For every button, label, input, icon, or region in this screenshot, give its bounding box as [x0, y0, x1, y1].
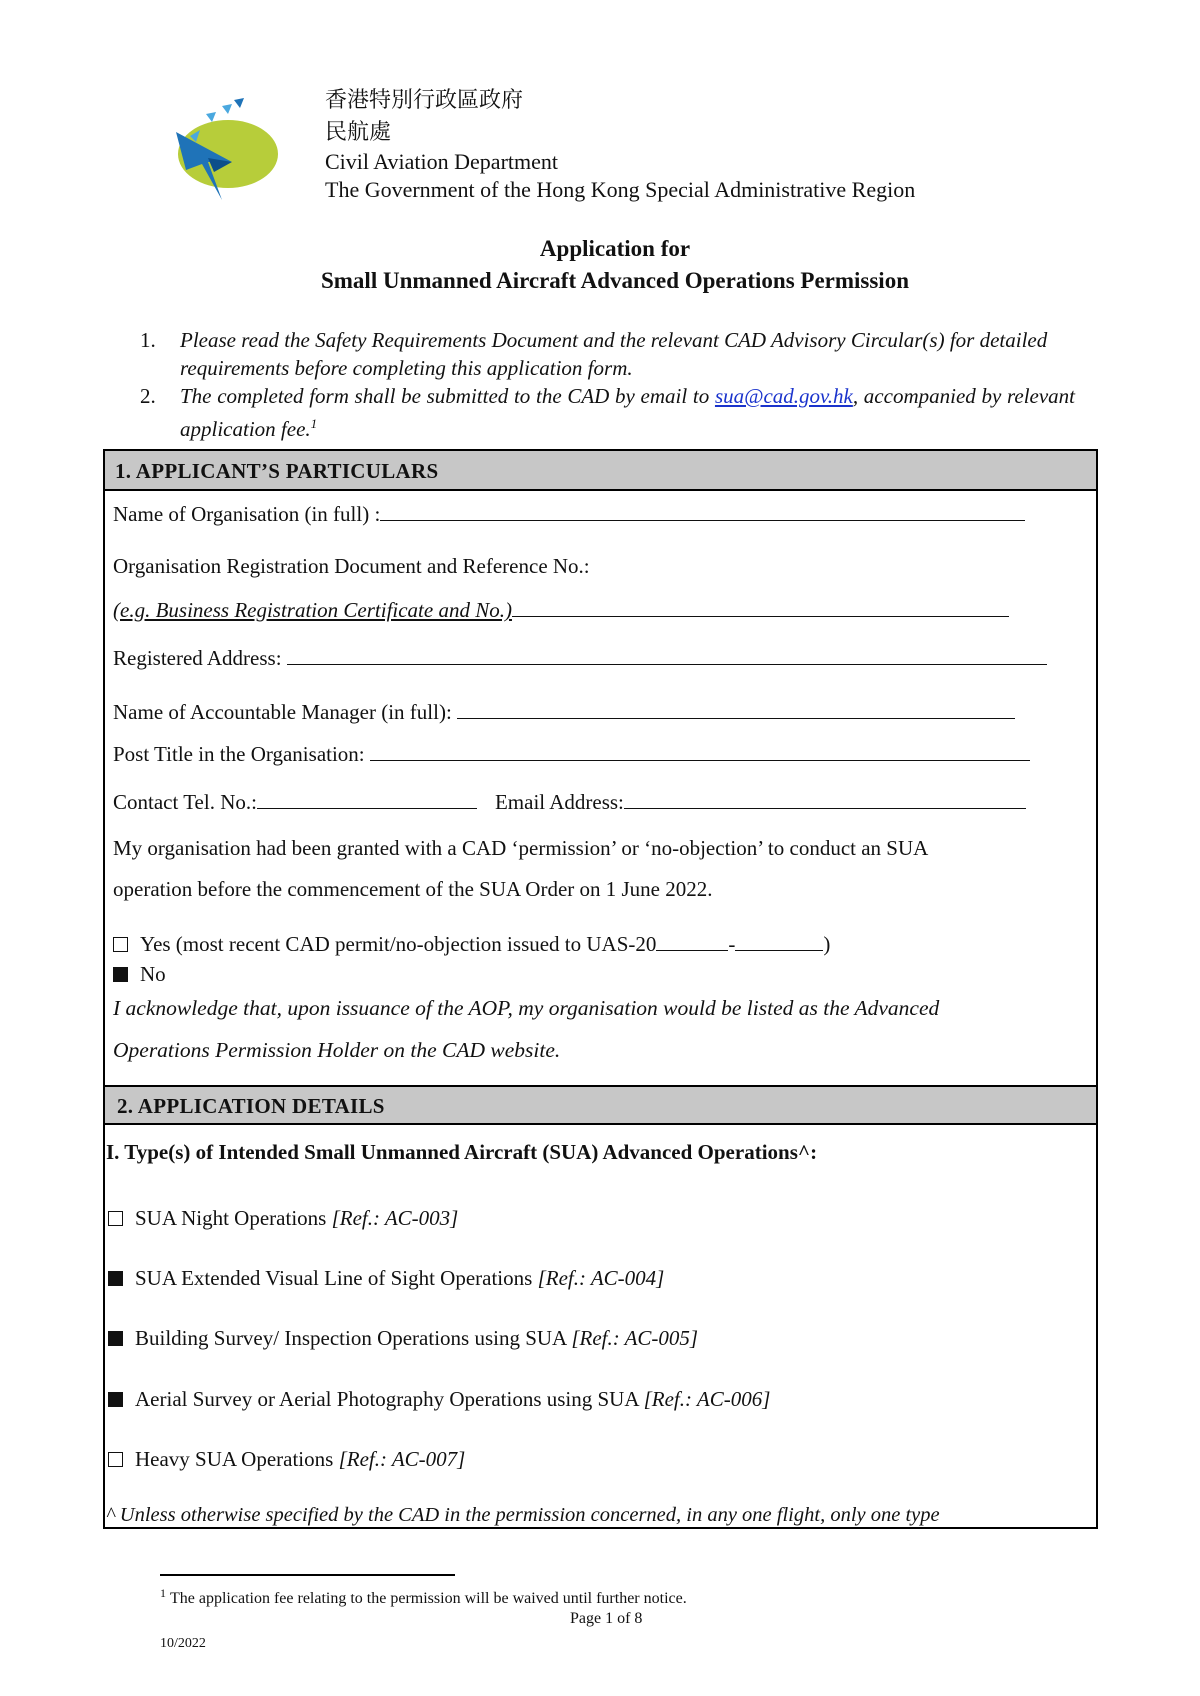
- form-title-line1: Application for: [539, 236, 691, 261]
- form-version: 10/2022: [160, 1636, 206, 1651]
- address-row: [113, 644, 1047, 671]
- dept-name-en: Civil Aviation Department: [325, 149, 558, 174]
- building-survey-checkbox[interactable]: [108, 1331, 123, 1346]
- uas-year-field[interactable]: [656, 930, 728, 951]
- acknowledgement-1: I acknowledge that, upon issuance of the AOP, my organisation would be listed as the Advanced: [113, 996, 940, 1020]
- email-label: Email Address:: [494, 790, 624, 814]
- form-title-line2: Small Unmanned Aircraft Advanced Operations Permission: [320, 268, 909, 293]
- footnote: $^1$ The application fee relating to the permission will be waived until further notice.: [160, 1586, 687, 1608]
- contact-row: [113, 788, 1026, 815]
- instruction-2-number: 2.: [140, 384, 156, 408]
- section2-header: [105, 1085, 1096, 1125]
- instruction-2-text: The completed form shall be submitted to the CAD by email to sua@cad.gov.hk, accompanied by relevant application fee.$^1$: [180, 384, 1076, 441]
- prior-yes-option[interactable]: Yes (most recent CAD permit/no-objection issued to UAS-20 - ): [113, 930, 830, 957]
- org-name-field[interactable]: [380, 500, 1025, 521]
- op-types-caveat: ^ Unless otherwise specified by the CAD in the permission concerned, in any one flight, only one type: [106, 1504, 940, 1526]
- gov-name-en: The Government of the Hong Kong Special Administrative Region: [325, 177, 916, 202]
- reg-doc-row: [113, 596, 1009, 623]
- heavy-sua-checkbox[interactable]: [108, 1452, 123, 1467]
- section1-heading: 1. APPLICANT’S PARTICULARS: [115, 459, 439, 483]
- org-name-label: Name of Organisation (in full) :: [113, 502, 381, 526]
- footnote-marker: 1: [310, 416, 318, 431]
- evlos-checkbox[interactable]: [108, 1271, 123, 1286]
- no-checkbox[interactable]: [113, 967, 128, 982]
- footnote-separator: [160, 1574, 455, 1576]
- email-field[interactable]: [624, 788, 1026, 809]
- acknowledgement-2: Operations Permission Holder on the CAD website.: [113, 1038, 561, 1062]
- op-option-aerial-survey[interactable]: Aerial Survey or Aerial Photography Operations using SUA [Ref.: AC-006]: [108, 1387, 770, 1412]
- section1-header: [105, 451, 1096, 491]
- section2-heading: 2. APPLICATION DETAILS: [117, 1094, 385, 1118]
- address-field[interactable]: [287, 644, 1047, 665]
- page-number: Page 1 of 8: [570, 1610, 643, 1627]
- reg-doc-example: (e.g. Business Registration Certificate and No.): [113, 598, 512, 622]
- post-row: [113, 740, 1030, 767]
- org-name-row: [113, 500, 1025, 527]
- instruction-1: [140, 326, 1075, 382]
- instruction-1-text: Please read the Safety Requirements Document and the relevant CAD Advisory Circular(s) for detailed requirements before completing this application form.: [180, 328, 1048, 380]
- submission-email-link[interactable]: sua@cad.gov.hk: [714, 384, 853, 408]
- op-option-night[interactable]: SUA Night Operations [Ref.: AC-003]: [108, 1206, 458, 1231]
- prior-permission-text-2: operation before the commencement of the SUA Order on 1 June 2022.: [113, 877, 713, 901]
- no-label: No: [140, 962, 166, 986]
- op-option-building-survey[interactable]: Building Survey/ Inspection Operations using SUA [Ref.: AC-005]: [108, 1326, 698, 1351]
- prior-permission-text-1: My organisation had been granted with a CAD ‘permission’ or ‘no-objection’ to conduct an SUA: [113, 836, 929, 860]
- instruction-2: [140, 382, 1075, 443]
- tel-field[interactable]: [257, 788, 477, 809]
- post-field[interactable]: [370, 740, 1030, 761]
- reg-doc-field[interactable]: [512, 596, 1009, 617]
- op-option-heavy-sua[interactable]: Heavy SUA Operations [Ref.: AC-007]: [108, 1447, 465, 1472]
- tel-label: Contact Tel. No.:: [113, 790, 257, 814]
- prior-no-option[interactable]: [113, 962, 166, 987]
- gov-name-zh: 香港特別行政區政府: [325, 87, 524, 112]
- op-option-evlos[interactable]: SUA Extended Visual Line of Sight Operations [Ref.: AC-004]: [108, 1266, 664, 1291]
- instruction-1-number: 1.: [140, 328, 156, 352]
- address-label: Registered Address:: [113, 646, 287, 670]
- manager-label: Name of Accountable Manager (in full):: [113, 700, 458, 724]
- reg-doc-label: Organisation Registration Document and Reference No.:: [113, 554, 590, 578]
- uas-number-field[interactable]: [735, 930, 823, 951]
- aerial-survey-checkbox[interactable]: [108, 1392, 123, 1407]
- manager-field[interactable]: [457, 698, 1015, 719]
- cad-logo: [170, 92, 280, 204]
- dept-name-zh: 民航處: [325, 119, 392, 144]
- manager-row: [113, 698, 1015, 725]
- post-label: Post Title in the Organisation:: [113, 742, 370, 766]
- yes-checkbox[interactable]: [113, 937, 128, 952]
- night-ops-checkbox[interactable]: [108, 1211, 123, 1226]
- yes-label: Yes (most recent CAD permit/no-objection issued to UAS-20: [140, 932, 657, 956]
- op-types-heading: I. Type(s) of Intended Small Unmanned Aircraft (SUA) Advanced Operations^:: [106, 1140, 818, 1164]
